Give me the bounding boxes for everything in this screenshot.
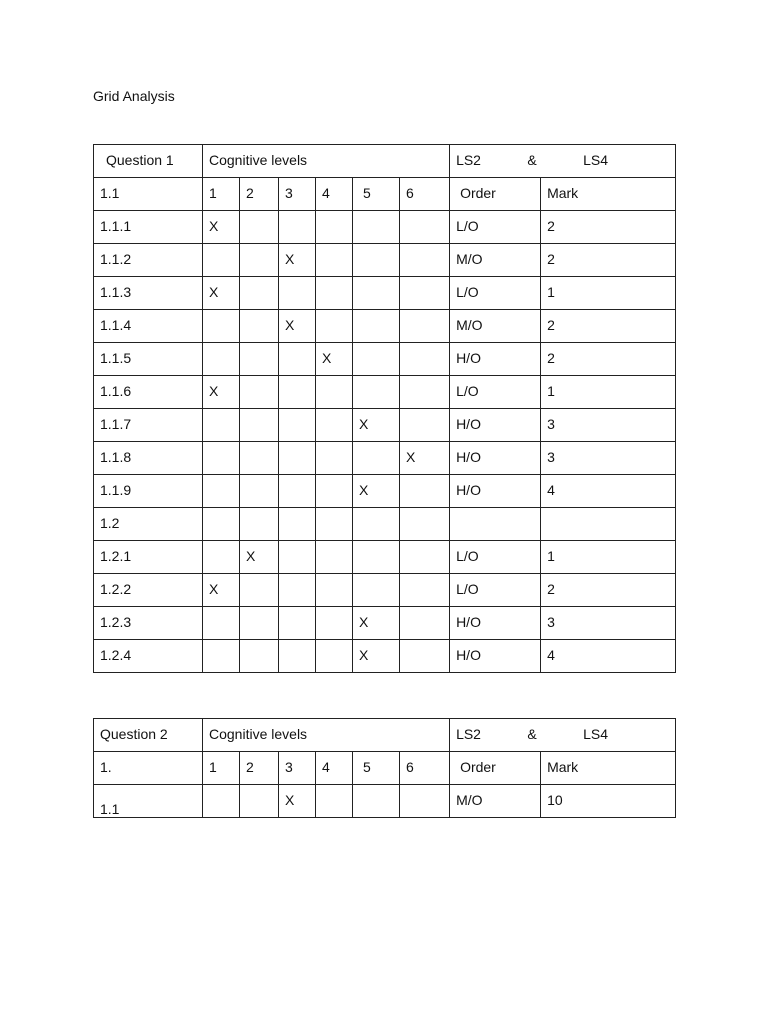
table-row	[94, 541, 676, 574]
order-cell: H/O	[450, 475, 541, 508]
level-cell-1	[203, 343, 240, 376]
row-label: 1.2.3	[94, 607, 203, 640]
row-label: 1.1.4	[94, 310, 203, 343]
level-cell-5	[353, 277, 400, 310]
level-cell-1	[203, 244, 240, 277]
level-cell-6	[400, 277, 450, 310]
row-label: 1.1.1	[94, 211, 203, 244]
level-cell-1	[203, 310, 240, 343]
row-label: 1.1.3	[94, 277, 203, 310]
question-1-body	[94, 145, 676, 673]
level-cell-2	[240, 310, 279, 343]
mark-cell: 4	[541, 475, 676, 508]
level-header-1: 1	[203, 752, 240, 785]
table-row	[94, 409, 676, 442]
level-cell-4	[316, 409, 353, 442]
level-cell-4	[316, 607, 353, 640]
level-cell-3	[279, 541, 316, 574]
level-cell-2	[240, 508, 279, 541]
row-label: 1.2	[94, 508, 203, 541]
order-cell	[450, 508, 541, 541]
level-cell-3	[279, 409, 316, 442]
ls-heading-ls2: LS2	[456, 726, 481, 742]
mark-cell: 3	[541, 607, 676, 640]
question-2-grid	[93, 718, 676, 818]
level-cell-5: X	[353, 640, 400, 673]
row-label: 1.1.8	[94, 442, 203, 475]
row-label: 1.1	[94, 785, 203, 818]
level-cell-6	[400, 508, 450, 541]
level-cell-3	[279, 508, 316, 541]
level-cell-5	[353, 376, 400, 409]
mark-cell: 1	[541, 376, 676, 409]
level-header-1: 1	[203, 178, 240, 211]
level-header-2: 2	[240, 178, 279, 211]
level-cell-4	[316, 541, 353, 574]
row-label: 1.1.9	[94, 475, 203, 508]
table-row	[94, 376, 676, 409]
level-cell-2	[240, 211, 279, 244]
mark-cell: 10	[541, 785, 676, 818]
row-label: 1.1.7	[94, 409, 203, 442]
ls-heading-ls2: LS2	[456, 152, 481, 168]
mark-header: Mark	[541, 752, 676, 785]
level-cell-4	[316, 442, 353, 475]
level-cell-6	[400, 541, 450, 574]
ls-heading	[450, 719, 676, 752]
level-cell-3	[279, 574, 316, 607]
ls-heading-group	[456, 726, 608, 742]
mark-cell: 2	[541, 244, 676, 277]
mark-cell: 2	[541, 310, 676, 343]
level-cell-1: X	[203, 574, 240, 607]
level-cell-5: X	[353, 409, 400, 442]
level-cell-2: X	[240, 541, 279, 574]
level-cell-6	[400, 475, 450, 508]
section-label: 1.1	[94, 178, 203, 211]
cognitive-levels-label: Cognitive levels	[203, 145, 450, 178]
subheader-row	[94, 752, 676, 785]
level-cell-6	[400, 376, 450, 409]
level-cell-4	[316, 244, 353, 277]
ls-heading-amp: &	[527, 726, 537, 742]
level-header-3: 3	[279, 178, 316, 211]
table-row	[94, 277, 676, 310]
header-row	[94, 145, 676, 178]
level-cell-6	[400, 310, 450, 343]
level-cell-4	[316, 574, 353, 607]
mark-cell: 2	[541, 574, 676, 607]
header-row	[94, 719, 676, 752]
order-header: Order	[450, 752, 541, 785]
table-row	[94, 508, 676, 541]
level-cell-2	[240, 343, 279, 376]
page-title: Grid Analysis	[93, 88, 175, 104]
mark-cell: 2	[541, 343, 676, 376]
order-cell: M/O	[450, 310, 541, 343]
level-cell-3: X	[279, 310, 316, 343]
level-cell-3	[279, 277, 316, 310]
level-cell-3: X	[279, 244, 316, 277]
level-cell-1	[203, 475, 240, 508]
table-row	[94, 475, 676, 508]
level-cell-1: X	[203, 277, 240, 310]
row-label: 1.1.2	[94, 244, 203, 277]
level-cell-5	[353, 244, 400, 277]
order-header: Order	[450, 178, 541, 211]
level-cell-5	[353, 442, 400, 475]
cognitive-levels-label: Cognitive levels	[203, 719, 450, 752]
table-row	[94, 785, 676, 818]
table-row	[94, 310, 676, 343]
level-cell-2	[240, 574, 279, 607]
row-label: 1.1.6	[94, 376, 203, 409]
level-cell-1	[203, 640, 240, 673]
table-row	[94, 442, 676, 475]
row-label: 1.2.4	[94, 640, 203, 673]
order-cell: H/O	[450, 442, 541, 475]
level-cell-3	[279, 475, 316, 508]
section-label: 1.	[94, 752, 203, 785]
mark-cell: 1	[541, 541, 676, 574]
level-cell-1	[203, 607, 240, 640]
level-cell-1: X	[203, 376, 240, 409]
level-header-2: 2	[240, 752, 279, 785]
ls-heading-group	[456, 152, 608, 168]
level-cell-3	[279, 211, 316, 244]
level-cell-1	[203, 785, 240, 818]
level-cell-3: X	[279, 785, 316, 818]
question-1-grid	[93, 144, 676, 673]
level-cell-5	[353, 310, 400, 343]
level-cell-4	[316, 508, 353, 541]
level-header-3: 3	[279, 752, 316, 785]
level-cell-5	[353, 211, 400, 244]
level-cell-5	[353, 343, 400, 376]
level-cell-2	[240, 277, 279, 310]
level-cell-1	[203, 508, 240, 541]
ls-heading	[450, 145, 676, 178]
level-cell-1: X	[203, 211, 240, 244]
level-cell-5	[353, 508, 400, 541]
mark-cell: 3	[541, 442, 676, 475]
question-label: Question 2	[94, 719, 203, 752]
ls-heading-amp: &	[527, 152, 537, 168]
level-header-4: 4	[316, 178, 353, 211]
level-cell-3	[279, 376, 316, 409]
mark-cell	[541, 508, 676, 541]
level-cell-4	[316, 785, 353, 818]
level-cell-6	[400, 409, 450, 442]
order-cell: L/O	[450, 211, 541, 244]
level-cell-2	[240, 442, 279, 475]
mark-cell: 3	[541, 409, 676, 442]
table-row	[94, 574, 676, 607]
order-cell: L/O	[450, 277, 541, 310]
level-cell-6	[400, 607, 450, 640]
mark-cell: 1	[541, 277, 676, 310]
mark-header: Mark	[541, 178, 676, 211]
level-cell-1	[203, 409, 240, 442]
row-label: 1.1.5	[94, 343, 203, 376]
mark-cell: 4	[541, 640, 676, 673]
level-cell-6: X	[400, 442, 450, 475]
level-cell-2	[240, 475, 279, 508]
level-header-5: 5	[353, 178, 400, 211]
level-cell-2	[240, 376, 279, 409]
level-header-6: 6	[400, 178, 450, 211]
order-cell: M/O	[450, 244, 541, 277]
level-cell-3	[279, 442, 316, 475]
level-cell-2	[240, 409, 279, 442]
level-cell-4	[316, 211, 353, 244]
order-cell: H/O	[450, 409, 541, 442]
ls-heading-ls4: LS4	[583, 152, 609, 168]
level-cell-2	[240, 244, 279, 277]
level-cell-4	[316, 475, 353, 508]
table-row	[94, 607, 676, 640]
level-cell-4	[316, 310, 353, 343]
question-2-body	[94, 719, 676, 818]
level-cell-5: X	[353, 607, 400, 640]
level-cell-4	[316, 640, 353, 673]
row-label: 1.2.1	[94, 541, 203, 574]
level-cell-1	[203, 442, 240, 475]
level-header-6: 6	[400, 752, 450, 785]
table-row	[94, 244, 676, 277]
table-row	[94, 211, 676, 244]
level-cell-5	[353, 541, 400, 574]
level-cell-2	[240, 640, 279, 673]
level-cell-1	[203, 541, 240, 574]
level-cell-5: X	[353, 475, 400, 508]
order-cell: L/O	[450, 574, 541, 607]
level-header-5: 5	[353, 752, 400, 785]
level-cell-3	[279, 640, 316, 673]
order-cell: L/O	[450, 376, 541, 409]
question-label: Question 1	[94, 145, 203, 178]
level-cell-5	[353, 574, 400, 607]
order-cell: H/O	[450, 640, 541, 673]
level-cell-4	[316, 277, 353, 310]
level-cell-3	[279, 343, 316, 376]
row-label: 1.2.2	[94, 574, 203, 607]
level-cell-4	[316, 376, 353, 409]
level-cell-2	[240, 607, 279, 640]
subheader-row	[94, 178, 676, 211]
order-cell: H/O	[450, 343, 541, 376]
table-row	[94, 343, 676, 376]
level-cell-6	[400, 785, 450, 818]
level-cell-3	[279, 607, 316, 640]
order-cell: L/O	[450, 541, 541, 574]
level-cell-6	[400, 211, 450, 244]
level-cell-6	[400, 640, 450, 673]
level-cell-4: X	[316, 343, 353, 376]
level-cell-2	[240, 785, 279, 818]
order-cell: M/O	[450, 785, 541, 818]
level-header-4: 4	[316, 752, 353, 785]
level-cell-5	[353, 785, 400, 818]
level-cell-6	[400, 244, 450, 277]
ls-heading-ls4: LS4	[583, 726, 609, 742]
order-cell: H/O	[450, 607, 541, 640]
level-cell-6	[400, 343, 450, 376]
mark-cell: 2	[541, 211, 676, 244]
table-row	[94, 640, 676, 673]
level-cell-6	[400, 574, 450, 607]
